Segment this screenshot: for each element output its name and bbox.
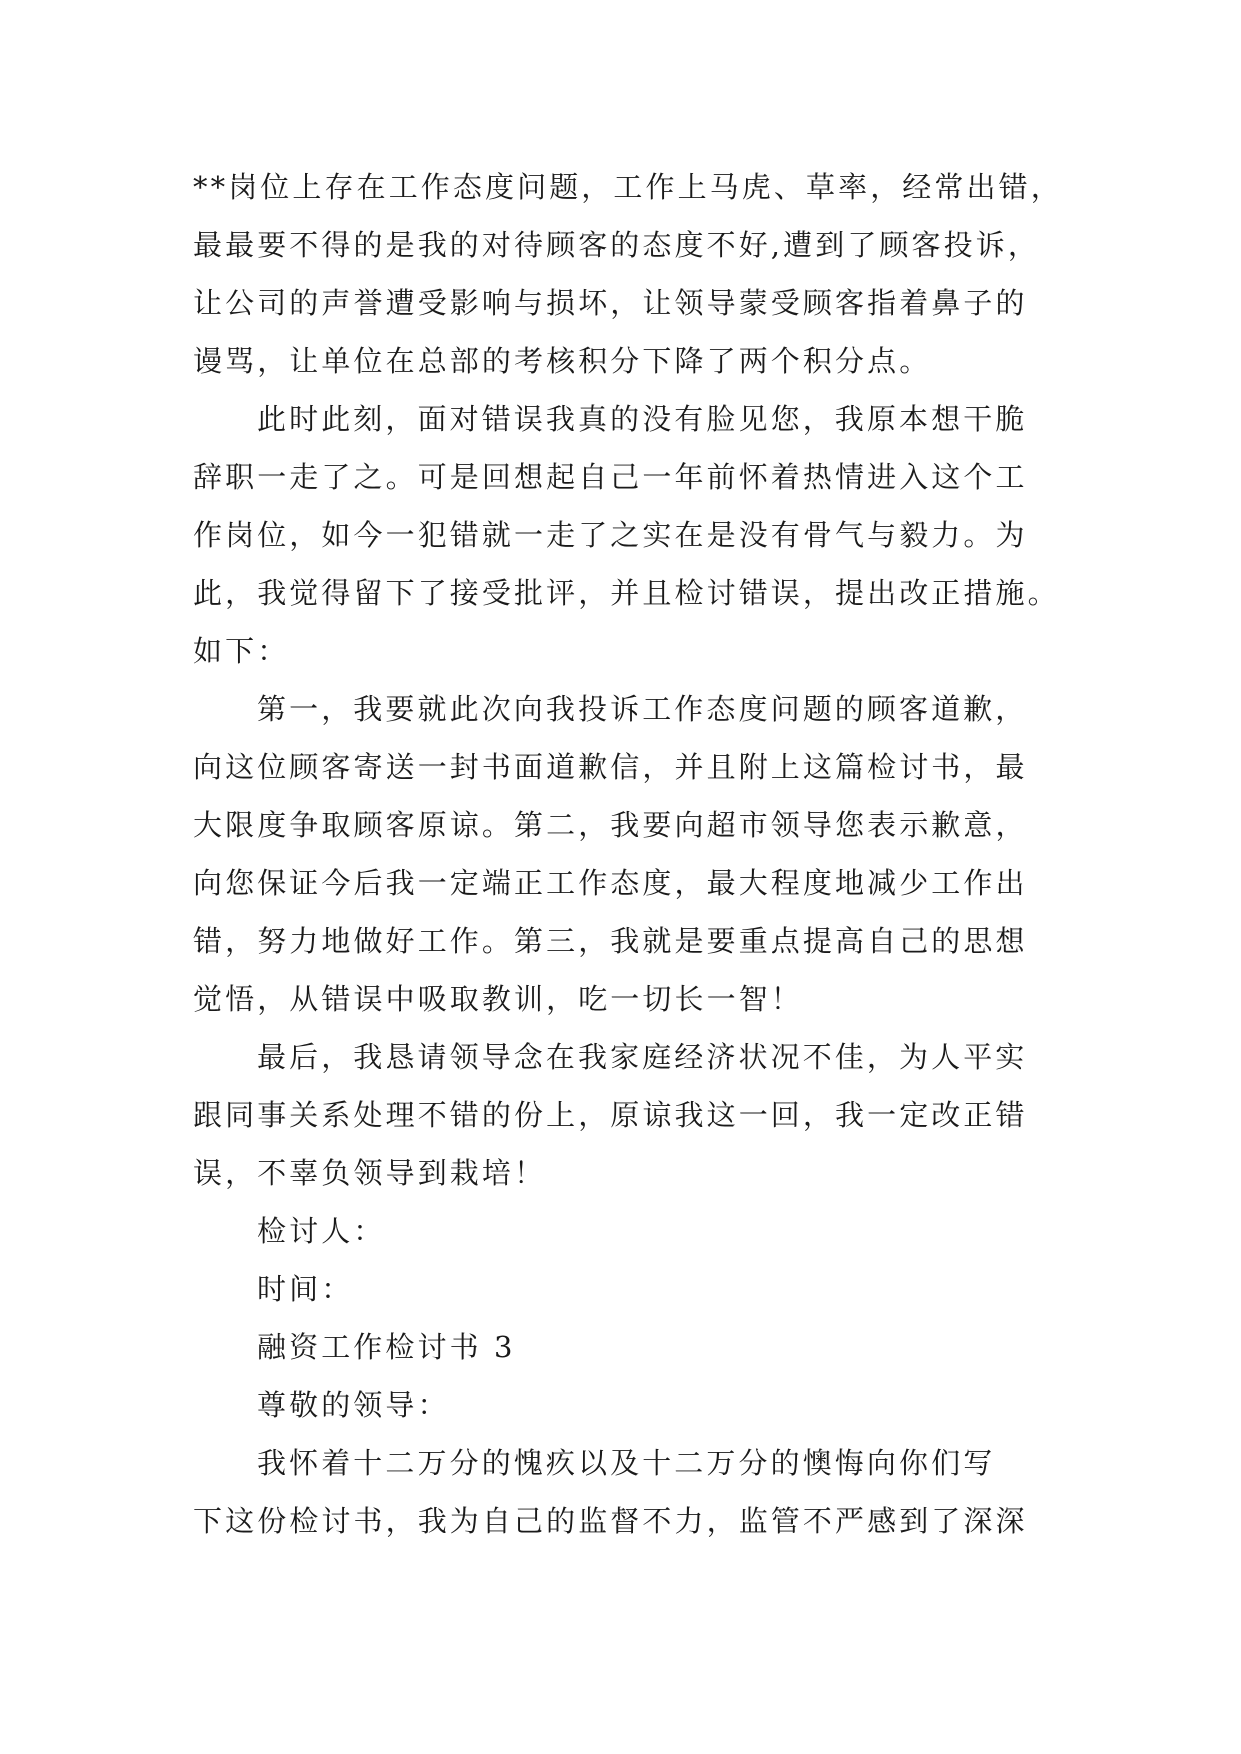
text-line: 融资工作检讨书 3 bbox=[257, 1330, 516, 1364]
text-line: 此时此刻，面对错误我真的没有脸见您，我原本想干脆 bbox=[257, 402, 1028, 436]
text-line: 向您保证今后我一定端正工作态度，最大程度地减少工作出 bbox=[193, 866, 1028, 900]
text-line: 检讨人： bbox=[257, 1214, 386, 1248]
text-line: **岗位上存在工作态度问题，工作上马虎、草率，经常出错， bbox=[193, 170, 1063, 204]
text-line: 大限度争取顾客原谅。第二，我要向超市领导您表示歉意， bbox=[193, 808, 1028, 842]
text-line: 最后，我恳请领导念在我家庭经济状况不佳，为人平实 bbox=[257, 1040, 1028, 1074]
text-line: 此，我觉得留下了接受批评，并且检讨错误，提出改正措施。 bbox=[193, 576, 1060, 610]
text-line: 最最要不得的是我的对待顾客的态度不好,遭到了顾客投诉， bbox=[193, 228, 1040, 262]
text-line: 尊敬的领导： bbox=[257, 1388, 450, 1422]
text-line: 错，努力地做好工作。第三，我就是要重点提高自己的思想 bbox=[193, 924, 1028, 958]
text-line: 下这份检讨书，我为自己的监督不力，监管不严感到了深深 bbox=[193, 1504, 1028, 1538]
text-line: 第一，我要就此次向我投诉工作态度问题的顾客道歉， bbox=[257, 692, 1028, 726]
text-line: 作岗位，如今一犯错就一走了之实在是没有骨气与毅力。为 bbox=[193, 518, 1028, 552]
text-line: 觉悟，从错误中吸取教训，吃一切长一智！ bbox=[193, 982, 803, 1016]
text-line: 如下： bbox=[193, 634, 290, 668]
text-line: 跟同事关系处理不错的份上，原谅我这一回，我一定改正错 bbox=[193, 1098, 1028, 1132]
document-body bbox=[193, 158, 1093, 1550]
text-line: 我怀着十二万分的愧疚以及十二万分的懊悔向你们写 bbox=[257, 1446, 996, 1480]
text-line: 谩骂，让单位在总部的考核积分下降了两个积分点。 bbox=[193, 344, 932, 378]
text-line: 向这位顾客寄送一封书面道歉信，并且附上这篇检讨书，最 bbox=[193, 750, 1028, 784]
text-line: 误，不辜负领导到栽培！ bbox=[193, 1156, 547, 1190]
text-line: 让公司的声誉遭受影响与损坏，让领导蒙受顾客指着鼻子的 bbox=[193, 286, 1028, 320]
text-line: 辞职一走了之。可是回想起自己一年前怀着热情进入这个工 bbox=[193, 460, 1028, 494]
text-line: 时间： bbox=[257, 1272, 354, 1306]
